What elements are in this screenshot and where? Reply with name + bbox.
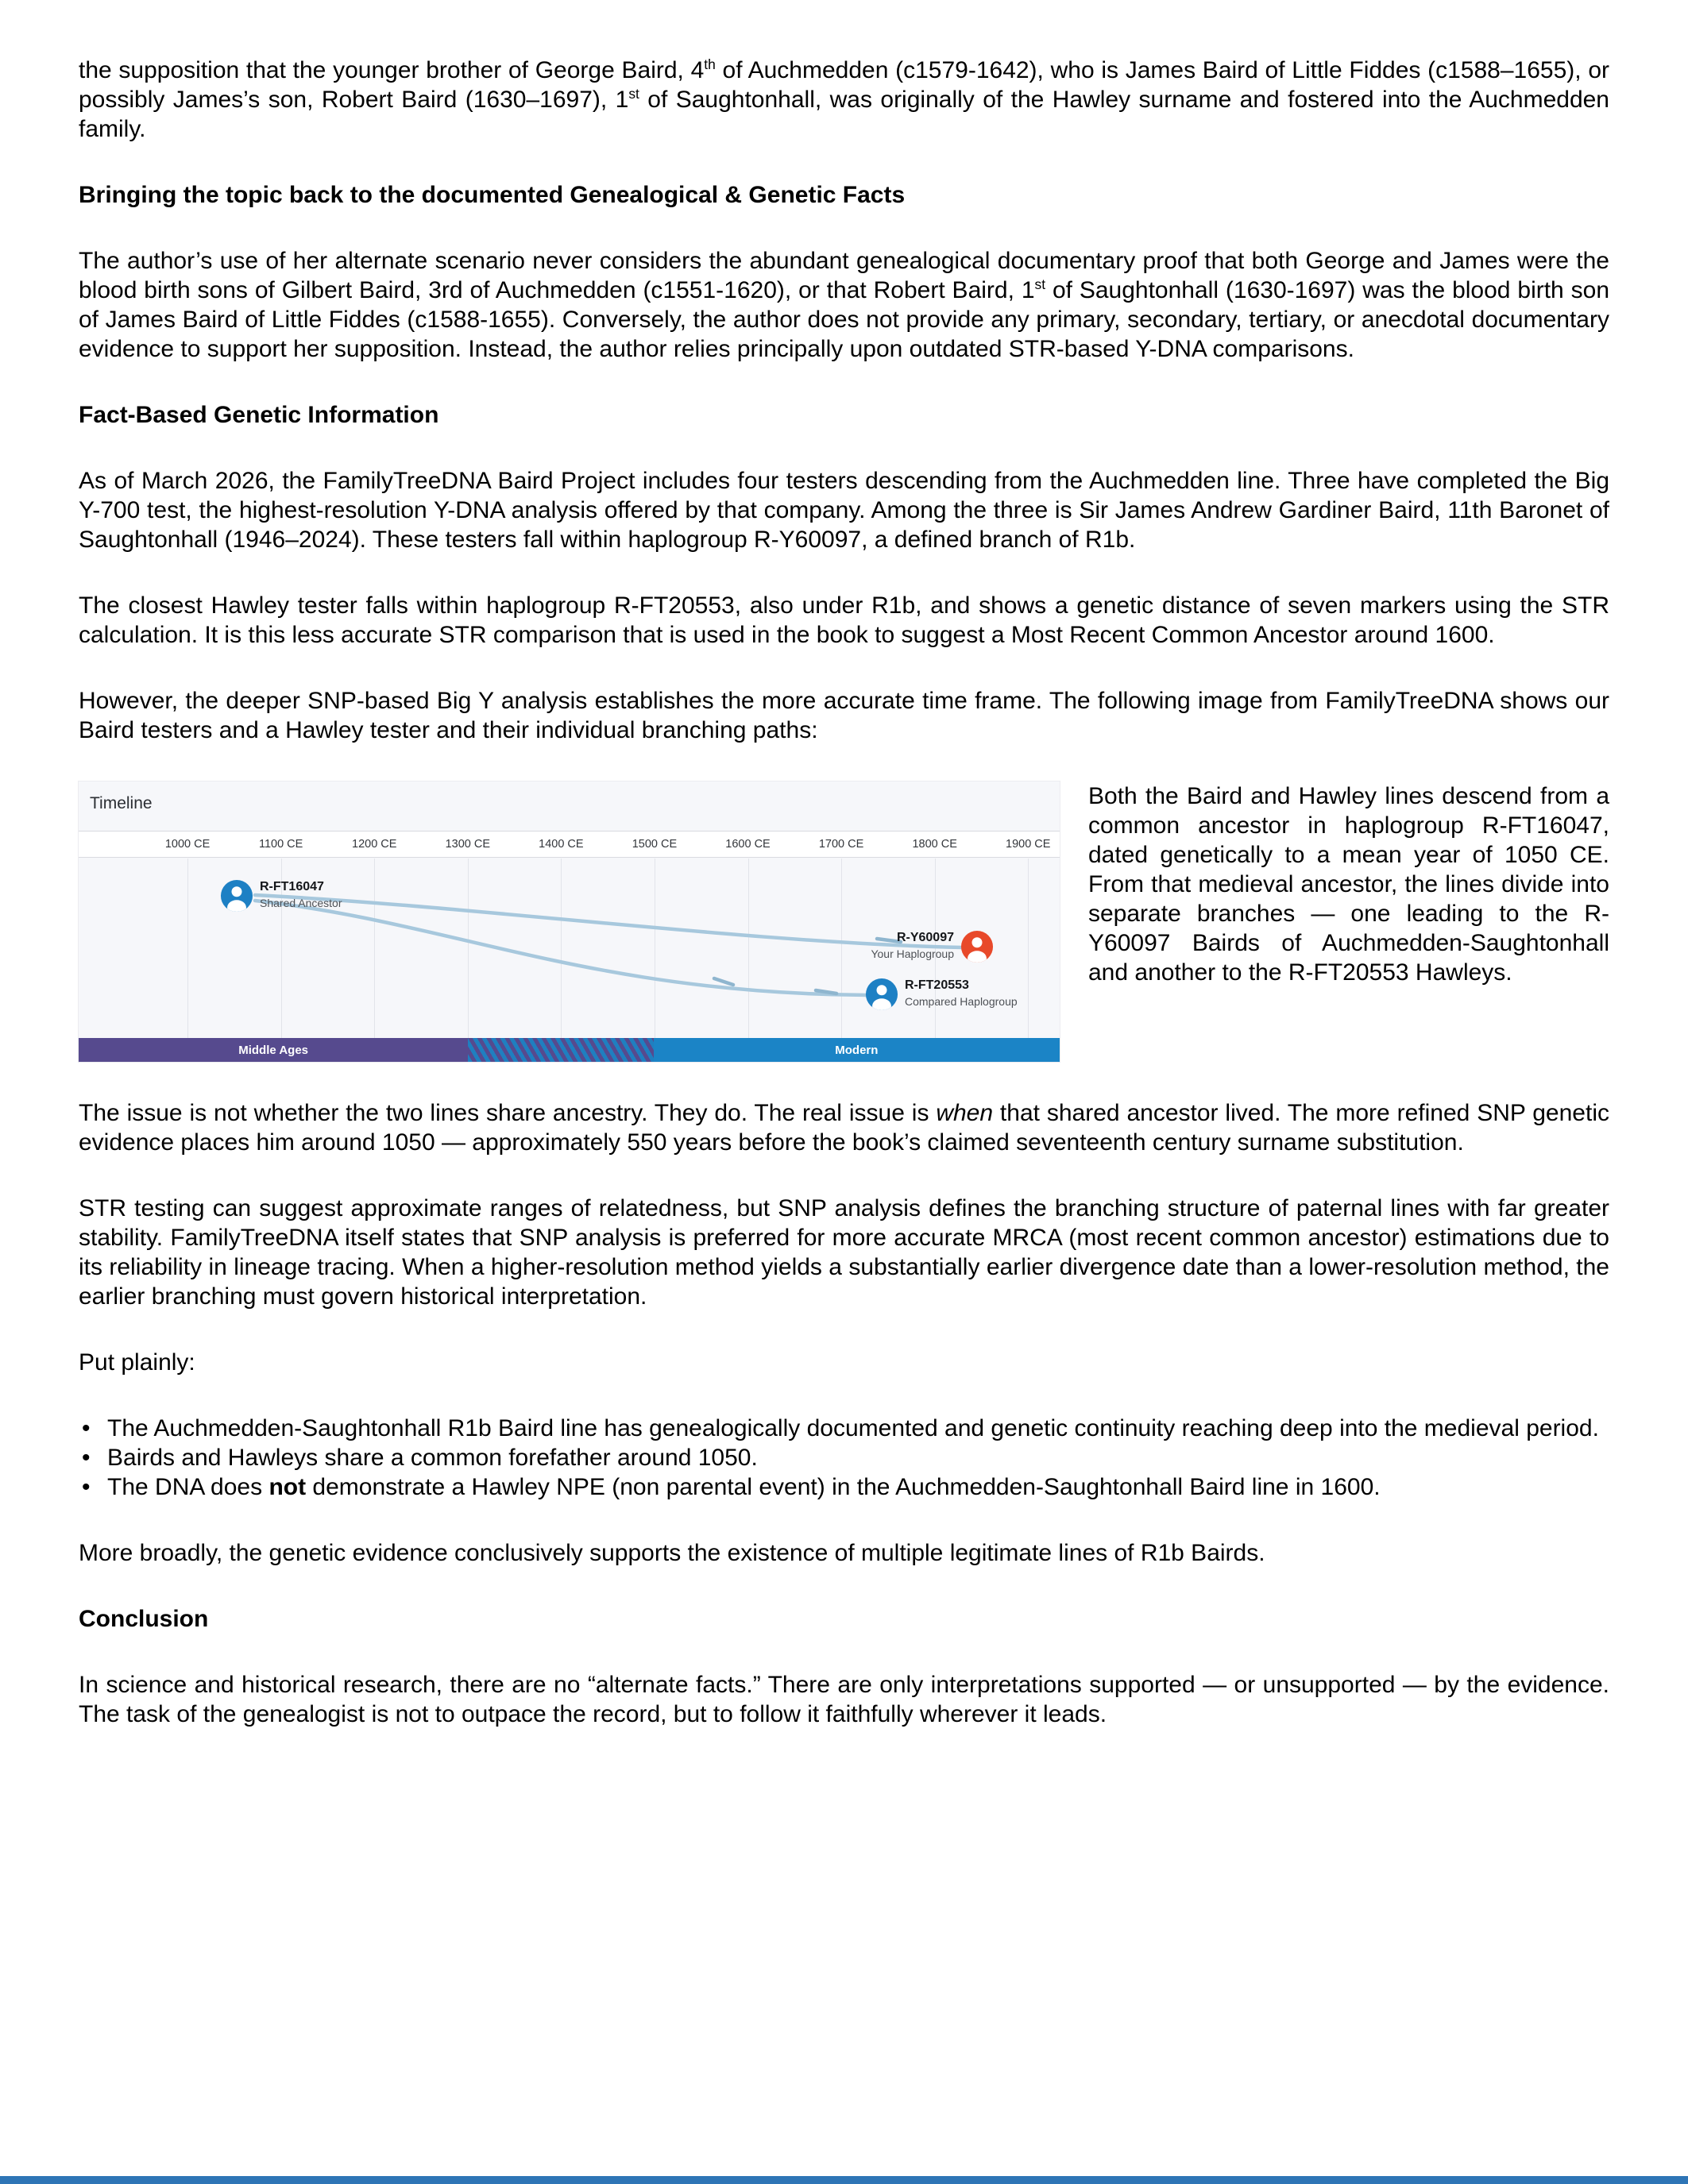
paragraph-however-snp: However, the deeper SNP-based Big Y analysis establishes the more accurate time frame. The following image from FamilyTreeDNA shows our Baird testers and a Hawley tester and their individual branching paths: — [79, 688, 1609, 743]
paragraph-put-plainly: Put plainly: — [79, 1349, 195, 1376]
paragraph-conclusion: In science and historical research, there are no “alternate facts.” There are only interpretations supported — or unsupported — by the evidence. The task of the genealogist is not to outpace the record, but to follow it faithfully wherever it leads. — [79, 1672, 1609, 1727]
era-modern — [654, 1038, 1060, 1062]
bullet-item: • Bairds and Hawleys share a common forefather around 1050. — [79, 1443, 1609, 1472]
ftdna-timeline-figure — [79, 781, 1060, 1062]
timeline-era-bar — [79, 1038, 1060, 1062]
bullet-item: • The DNA does not demonstrate a Hawley NPE (non parental event) in the Auchmedden-Saughtonhall Baird line in 1600. — [79, 1472, 1609, 1502]
axis-tick: 1700 CE — [818, 838, 864, 851]
era-label: Modern — [835, 1043, 879, 1057]
heading-fact-based: Fact-Based Genetic Information — [79, 402, 439, 428]
timeline-node-shared-ancestor — [220, 879, 342, 913]
axis-tick: 1000 CE — [164, 838, 211, 851]
bullet-item: • The Auchmedden-Saughtonhall R1b Baird line has genealogically documented and genetic continuity reaching deep into the medieval period. — [79, 1414, 1609, 1443]
timeline-node-your-haplogroup — [871, 930, 994, 963]
figure-row — [79, 781, 1609, 1062]
person-icon — [220, 879, 253, 913]
node-label: R-FT16047 — [260, 880, 324, 893]
document-content — [79, 56, 1609, 1765]
node-label: R-Y60097 — [896, 931, 954, 944]
era-label: Middle Ages — [238, 1043, 309, 1057]
paragraph-closest-hawley: The closest Hawley tester falls within haplogroup R-FT20553, also under R1b, and shows a genetic distance of seven markers using the STR calculation. It is this less accurate STR comparison that is used in the book to suggest a Most Recent Common Ancestor around 1600. — [79, 592, 1609, 648]
heading-conclusion: Conclusion — [79, 1606, 209, 1632]
node-sublabel: Compared Haplogroup — [905, 995, 1018, 1008]
axis-tick: 1200 CE — [352, 838, 397, 851]
paragraph-author-scenario: The author’s use of her alternate scenario never considers the abundant genealogical documentary proof that both George and James were the blood birth sons of Gilbert Baird, 3rd of Auchmedden (c1551-1620), or that Robert Baird, 1st of Saughtonhall (1630-1697) was the blood birth son of James Baird of Little Fiddes (c1588-1655). Conversely, the author does not provide any primary, secondary, tertiary, or anecdotal documentary evidence to support her supposition. Instead, the author relies principally upon outdated STR-based Y-DNA comparisons. — [79, 248, 1610, 362]
node-sublabel: Your Haplogroup — [871, 947, 954, 960]
axis-tick: 1100 CE — [258, 838, 303, 851]
era-transition-hatch — [468, 1038, 653, 1062]
person-icon — [960, 930, 994, 963]
axis-tick: 1600 CE — [725, 838, 771, 851]
paragraph-as-of-march: As of March 2026, the FamilyTreeDNA Baird Project includes four testers descending from the Auchmedden line. Three have completed the Big Y-700 test, the highest-resolution Y-DNA analysis offered by that company. Among the three is Sir James Andrew Gardiner Baird, 11th Baronet of Saughtonhall (1946–2024). These testers fall within haplogroup R-Y60097, a defined branch of R1b. — [79, 468, 1609, 553]
axis-tick: 1400 CE — [539, 838, 584, 851]
paragraph-more-broadly: More broadly, the genetic evidence conclusively supports the existence of multiple legitimate lines of R1b Bairds. — [79, 1540, 1265, 1566]
summary-bullet-list — [79, 1414, 1609, 1502]
heading-genealogical-facts: Bringing the topic back to the documented Genealogical & Genetic Facts — [79, 182, 906, 208]
axis-tick: 1500 CE — [632, 838, 678, 851]
paragraph-beside-figure: Both the Baird and Hawley lines descend from a common ancestor in haplogroup R-FT16047, dated genetically to a mean year of 1050 CE. From that medieval ancestor, the lines divide into separate branches — one leading to the R-Y60097 Bairds of Auchmedden-Saughtonhall and another to the R-FT20553 Hawleys. — [1088, 783, 1609, 986]
timeline-plot — [79, 859, 1060, 1038]
axis-tick: 1300 CE — [445, 838, 491, 851]
page-bottom-bar — [0, 2176, 1688, 2184]
paragraph-str-testing: STR testing can suggest approximate ranges of relatedness, but SNP analysis defines the branching structure of paternal lines with far greater stability. FamilyTreeDNA itself states that SNP analysis is preferred for more accurate MRCA (most recent common ancestor) estimations due to its reliability in lineage tracing. When a higher-resolution method yields a substantially earlier divergence date than a lower-resolution method, the earlier branching must govern historical interpretation. — [79, 1195, 1609, 1310]
paragraph-the-issue: The issue is not whether the two lines share ancestry. They do. The real issue is when that shared ancestor lived. The more refined SNP genetic evidence places him around 1050 — approximately 550 years before the book’s claimed seventeenth century surname substitution. — [79, 1100, 1609, 1156]
node-label: R-FT20553 — [905, 978, 969, 992]
axis-tick: 1900 CE — [1006, 838, 1051, 851]
paragraph-intro: the supposition that the younger brother of George Baird, 4th of Auchmedden (c1579-1642), who is James Baird of Little Fiddes (c1588–1655), or possibly James’s son, Robert Baird (1630–1697), 1st of Saughtonhall, was originally of the Hawley surname and fostered into the Auchmedden family. — [79, 56, 1610, 142]
axis-tick: 1800 CE — [912, 838, 957, 851]
era-middle-ages — [79, 1038, 468, 1062]
timeline-axis — [79, 831, 1060, 858]
timeline-node-compared-haplogroup — [865, 978, 1018, 1011]
timeline-title: Timeline — [90, 794, 153, 812]
node-sublabel: Shared Ancestor — [260, 897, 342, 909]
person-icon — [865, 978, 898, 1011]
